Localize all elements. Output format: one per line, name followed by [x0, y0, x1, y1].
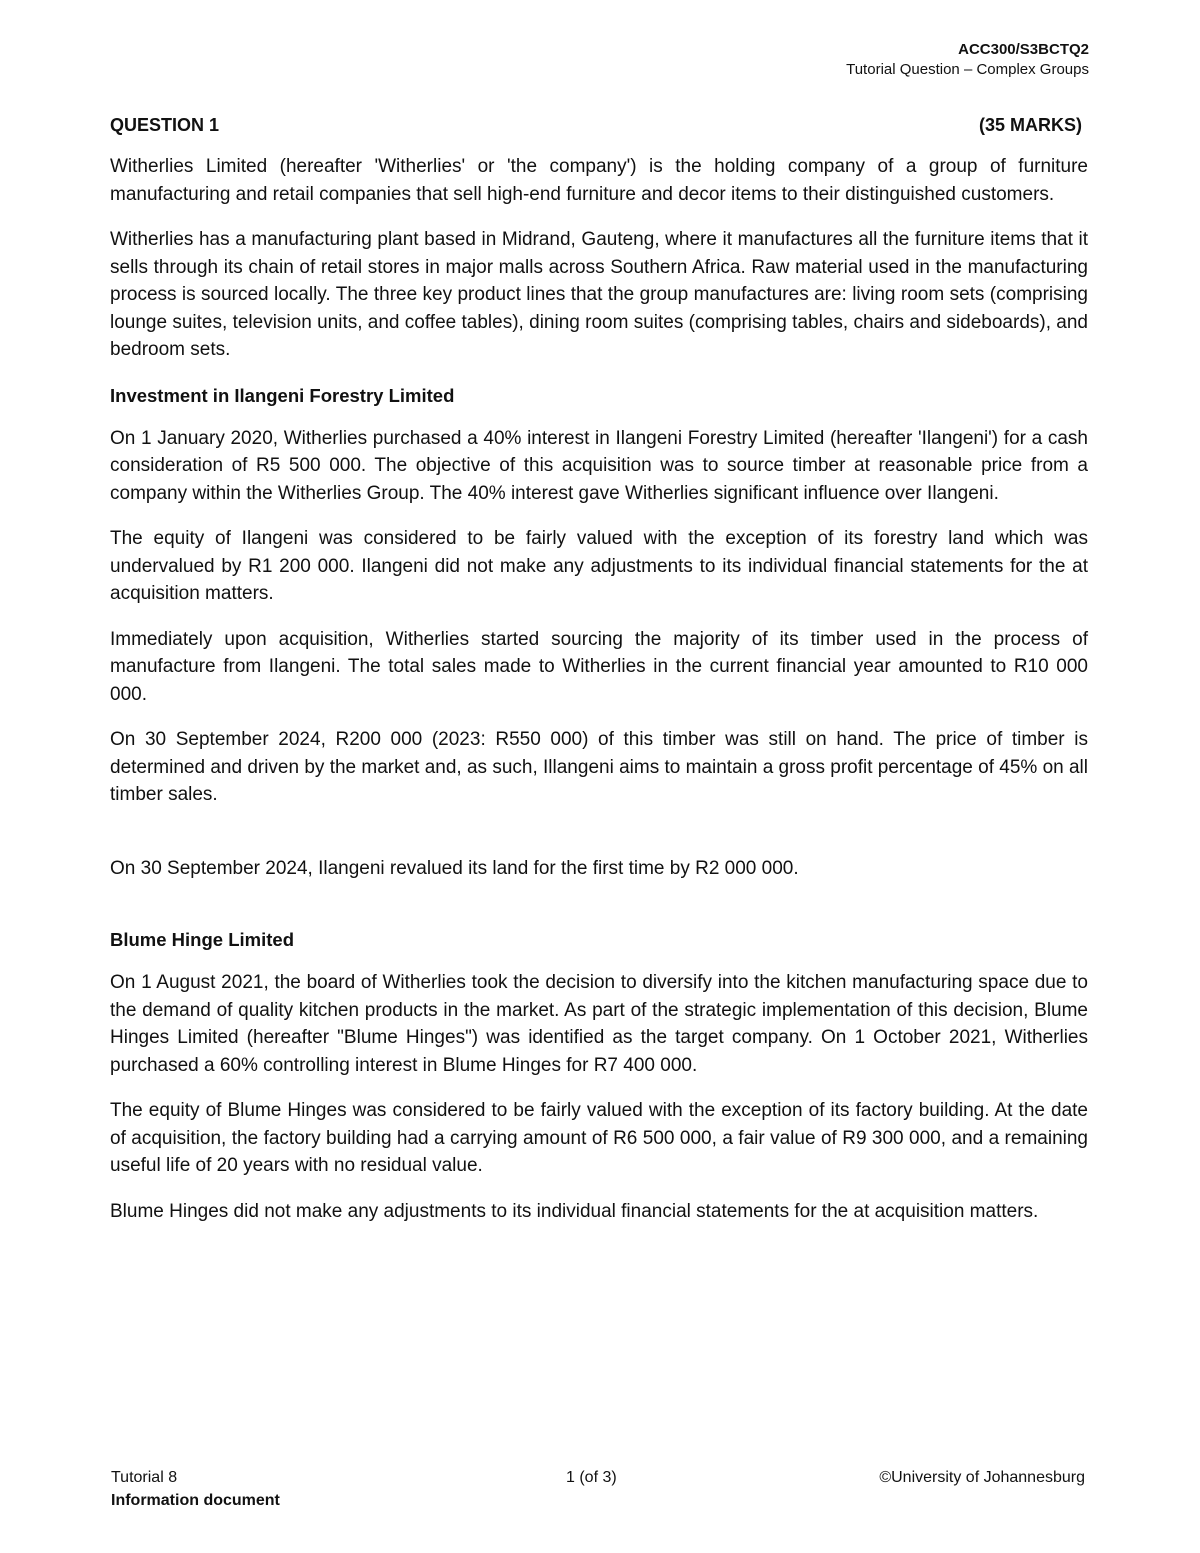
- question-heading: [110, 112, 1082, 138]
- page-header: [846, 40, 1089, 80]
- blume-paragraph: Blume Hinges did not make any adjustments to its individual financial statements for the at acquisition matters.: [110, 1200, 1039, 1222]
- ilangeni-paragraph: On 30 September 2024, R200 000 (2023: R550 000) of this timber was still on hand. The price of timber is determined and driven by the market and, as such, Illangeni aims to maintain a gross profit percentage of 45% on all timber sales.: [110, 729, 1088, 805]
- intro-paragraph: Witherlies Limited (hereafter 'Witherlies' or 'the company') is the holding company of a group of furniture manufacturing and retail companies that sell high-end furniture and decor items to their distinguished customers.: [110, 156, 1088, 205]
- document-subtitle: Tutorial Question – Complex Groups: [846, 61, 1089, 78]
- section-heading-blume: Blume Hinge Limited: [110, 929, 294, 950]
- question-marks: (35 MARKS): [978, 115, 1082, 135]
- section-heading-ilangeni: Investment in Ilangeni Forestry Limited: [110, 384, 455, 406]
- footer-document-type: Information document: [111, 1492, 280, 1509]
- document-code: ACC300/S3BCTQ2: [958, 41, 1089, 58]
- ilangeni-paragraph: Immediately upon acquisition, Witherlies started sourcing the majority of its timber used in the process of manufacture from Ilangeni. The total sales made to Witherlies in the current financial year amounted to R10 000 000.: [110, 628, 1088, 705]
- footer-copyright: ©University of Johannesburg: [879, 1469, 1085, 1486]
- footer-tutorial: Tutorial 8: [111, 1469, 178, 1486]
- blume-paragraph: On 1 August 2021, the board of Witherlies took the decision to diversify into the kitchen manufacturing space due to the demand of quality kitchen products in the market. As part of the strategic implementation of this decision, Blume Hinges Limited (hereafter "Blume Hinges") was identified as the target company. On 1 October 2021, Witherlies purchased a 60% controlling interest in Blume Hinges for R7 400 000.: [110, 972, 1088, 1076]
- ilangeni-paragraph: The equity of Ilangeni was considered to be fairly valued with the exception of its forestry land which was undervalued by R1 200 000. Ilangeni did not make any adjustments to its individual financial statements for the at acquisition matters.: [110, 528, 1088, 604]
- page-footer: [111, 1467, 1085, 1511]
- question-title: QUESTION 1: [110, 115, 220, 135]
- ilangeni-paragraph: On 30 September 2024, Ilangeni revalued its land for the first time by R2 000 000.: [110, 857, 799, 879]
- document-body: [110, 112, 1088, 1243]
- intro-paragraph: Witherlies has a manufacturing plant based in Midrand, Gauteng, where it manufactures all the furniture items that it sells through its chain of retail stores in major malls across Southern Africa. Raw material used in the manufacturing process is sourced locally. The three key product lines that the group manufactures are: living room sets (comprising lounge suites, television units, and coffee tables), dining room suites (comprising tables, chairs and sideboards), and bedroom sets.: [110, 229, 1088, 360]
- ilangeni-paragraph: On 1 January 2020, Witherlies purchased a 40% interest in Ilangeni Forestry Limited (hereafter 'Ilangeni') for a cash consideration of R5 500 000. The objective of this acquisition was to source timber at reasonable price from a company within the Witherlies Group. The 40% interest gave Witherlies significant influence over Ilangeni.: [110, 427, 1088, 504]
- blume-paragraph: The equity of Blume Hinges was considered to be fairly valued with the exception of its factory building. At the date of acquisition, the factory building had a carrying amount of R6 500 000, a fair value of R9 300 000, and a remaining useful life of 20 years with no residual value.: [110, 1100, 1088, 1176]
- footer-page-number: 1 (of 3): [566, 1469, 617, 1486]
